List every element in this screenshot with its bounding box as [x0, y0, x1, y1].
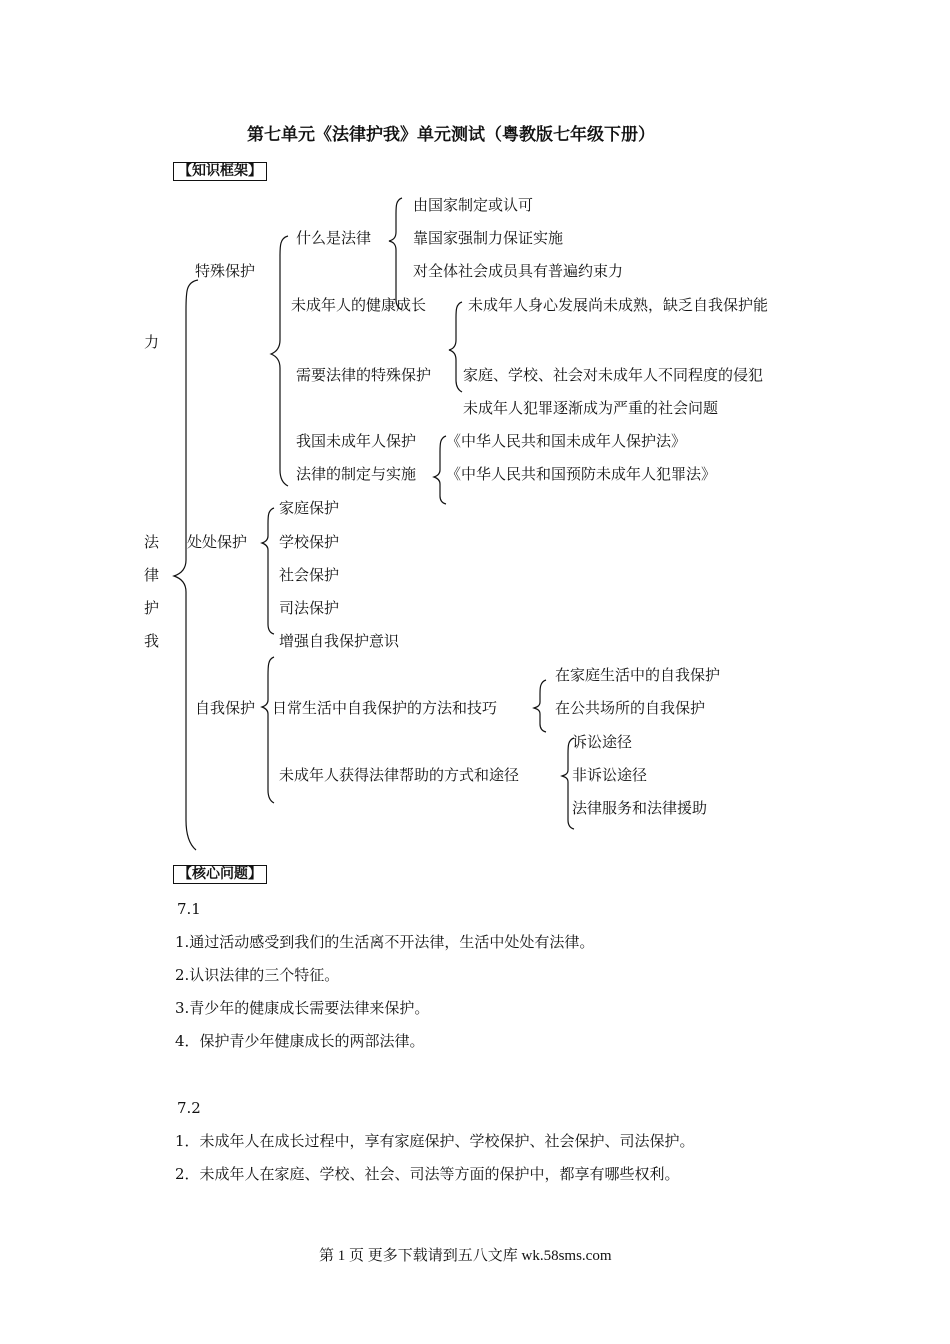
- root-char-3: 律: [144, 566, 160, 584]
- node-self-protection-methods: 日常生活中自我保护的方法和技巧: [272, 699, 498, 717]
- root-char-5: 我: [144, 632, 160, 650]
- node-need-special-protection: 需要法律的特殊保护: [296, 366, 432, 384]
- core-7-1-item-3: 3.青少年的健康成长需要法律来保护。: [175, 999, 430, 1017]
- way-legal-aid: 法律服务和法律援助: [572, 799, 708, 817]
- branch-special-protection: 特殊保护: [195, 262, 256, 280]
- law-crime-prevention: 《中华人民共和国预防未成年人犯罪法》: [446, 465, 717, 483]
- node-legal-help-ways: 未成年人获得法律帮助的方式和途径: [279, 766, 520, 784]
- way-non-litigation: 非诉讼途径: [572, 766, 648, 784]
- node-self-protection-awareness: 增强自我保护意识: [279, 632, 400, 650]
- law-feature-3: 对全体社会成员具有普遍约束力: [413, 262, 624, 280]
- branch-self-protection: 自我保护: [195, 699, 256, 717]
- core-7-1-item-2: 2.认识法律的三个特征。: [175, 966, 340, 984]
- core-heading-7-1: 7.1: [177, 900, 201, 918]
- node-what-is-law: 什么是法律: [296, 229, 372, 247]
- node-healthy-growth: 未成年人的健康成长: [291, 296, 427, 314]
- node-china-minor-protection: 我国未成年人保护: [296, 432, 417, 450]
- root-char-1: 力: [144, 333, 160, 351]
- node-law-making: 法律的制定与实施: [296, 465, 417, 483]
- law-feature-1: 由国家制定或认可: [413, 196, 534, 214]
- core-heading-7-2: 7.2: [177, 1099, 201, 1117]
- way-litigation: 诉讼途径: [572, 733, 633, 751]
- page-footer: 第 1 页 更多下载请到五八文库 wk.58sms.com: [319, 1248, 612, 1264]
- core-7-2-item-1: 1．未成年人在成长过程中，享有家庭保护、学校保护、社会保护、司法保护。: [175, 1132, 695, 1150]
- document-title: 第七单元《法律护我》单元测试（粤教版七年级下册）: [247, 125, 655, 145]
- core-7-1-item-1: 1.通过活动感受到我们的生活离不开法律，生活中处处有法律。: [175, 933, 595, 951]
- branch-everywhere-protection: 处处保护: [187, 533, 248, 551]
- section-label-core: 【核心问题】: [173, 865, 267, 884]
- protection-school: 学校保护: [279, 533, 340, 551]
- reason-1: 未成年人身心发展尚未成熟，缺乏自我保护能: [468, 296, 769, 314]
- protection-family: 家庭保护: [279, 499, 340, 517]
- section-label-framework: 【知识框架】: [173, 162, 267, 181]
- law-feature-2: 靠国家强制力保证实施: [413, 229, 564, 247]
- core-7-2-item-2: 2．未成年人在家庭、学校、社会、司法等方面的保护中，都享有哪些权利。: [175, 1165, 680, 1183]
- core-7-1-item-4: 4．保护青少年健康成长的两部法律。: [175, 1032, 425, 1050]
- root-char-4: 护: [144, 599, 160, 617]
- root-char-2: 法: [144, 533, 160, 551]
- law-minor-protection: 《中华人民共和国未成年人保护法》: [446, 432, 687, 450]
- protection-judicial: 司法保护: [279, 599, 340, 617]
- method-family-life: 在家庭生活中的自我保护: [555, 666, 721, 684]
- method-public-places: 在公共场所的自我保护: [555, 699, 706, 717]
- protection-society: 社会保护: [279, 566, 340, 584]
- reason-3: 未成年人犯罪逐渐成为严重的社会问题: [463, 399, 719, 417]
- reason-2: 家庭、学校、社会对未成年人不同程度的侵犯: [463, 366, 764, 384]
